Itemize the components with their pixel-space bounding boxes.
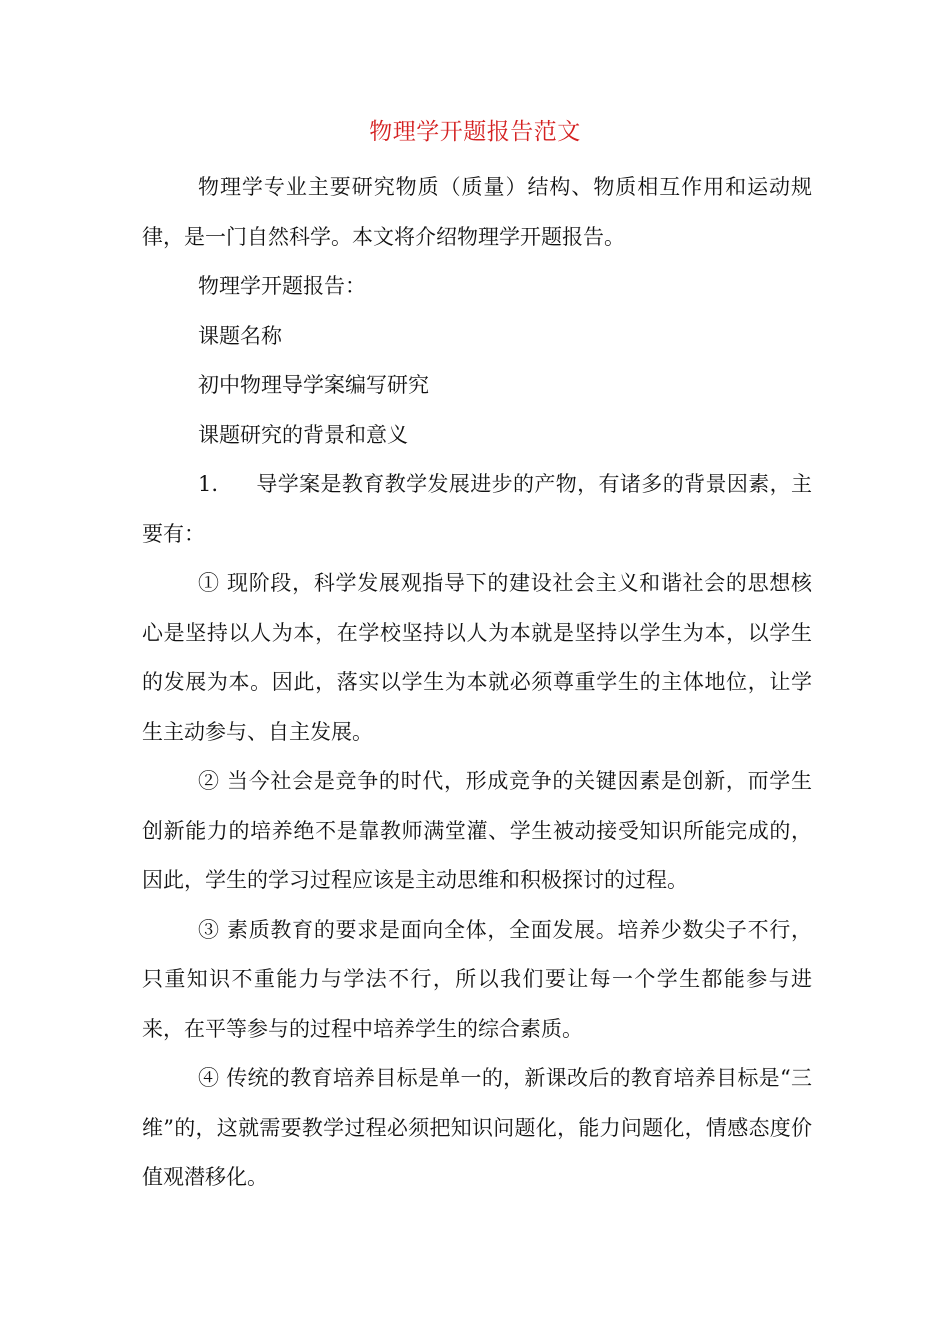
topic-name: 初中物理导学案编写研究	[198, 373, 429, 397]
report-heading: 物理学开题报告：	[198, 274, 366, 298]
topic-label: 课题名称	[198, 323, 282, 348]
item-1-text: 导学案是教育教学发展进步的产物，有诸多的背景因素，主要有：	[142, 472, 812, 546]
point-3-paragraph: ③ 素质教育的要求是面向全体，全面发展。培养少数尖子不行，只重知识不重能力与学法不行，所以我们要让每一个学生都能参与进来，在平等参与的过程中培养学生的综合素质。	[142, 917, 812, 1041]
item-1-paragraph	[142, 460, 812, 559]
point-2-paragraph: ② 当今社会是竞争的时代，形成竞争的关键因素是创新，而学生创新能力的培养绝不是靠教师满堂灌、学生被动接受知识所能完成的，因此，学生的学习过程应该是主动思维和积极探讨的过程。	[142, 769, 812, 892]
point-4-paragraph: ④ 传统的教育培养目标是单一的，新课改后的教育培养目标是“三维”的，这就需要教学过程必须把知识问题化，能力问题化，情感态度价值观潜移化。	[142, 1066, 812, 1189]
item-1-number: 1.	[198, 472, 219, 496]
background-heading: 课题研究的背景和意义	[198, 422, 408, 447]
document-title: 物理学开题报告范文	[369, 119, 581, 145]
intro-paragraph: 物理学专业主要研究物质（质量）结构、物质相互作用和运动规律，是一门自然科学。本文将介绍物理学开题报告。	[142, 175, 812, 249]
point-1-paragraph: ① 现阶段，科学发展观指导下的建设社会主义和谐社会的思想核心是坚持以人为本，在学校坚持以人为本就是坚持以学生为本，以学生的发展为本。因此，落实以学生为本就必须尊重学生的主体地位，让学生主动参与、自主发展。	[142, 571, 812, 744]
document-body	[142, 163, 812, 1203]
